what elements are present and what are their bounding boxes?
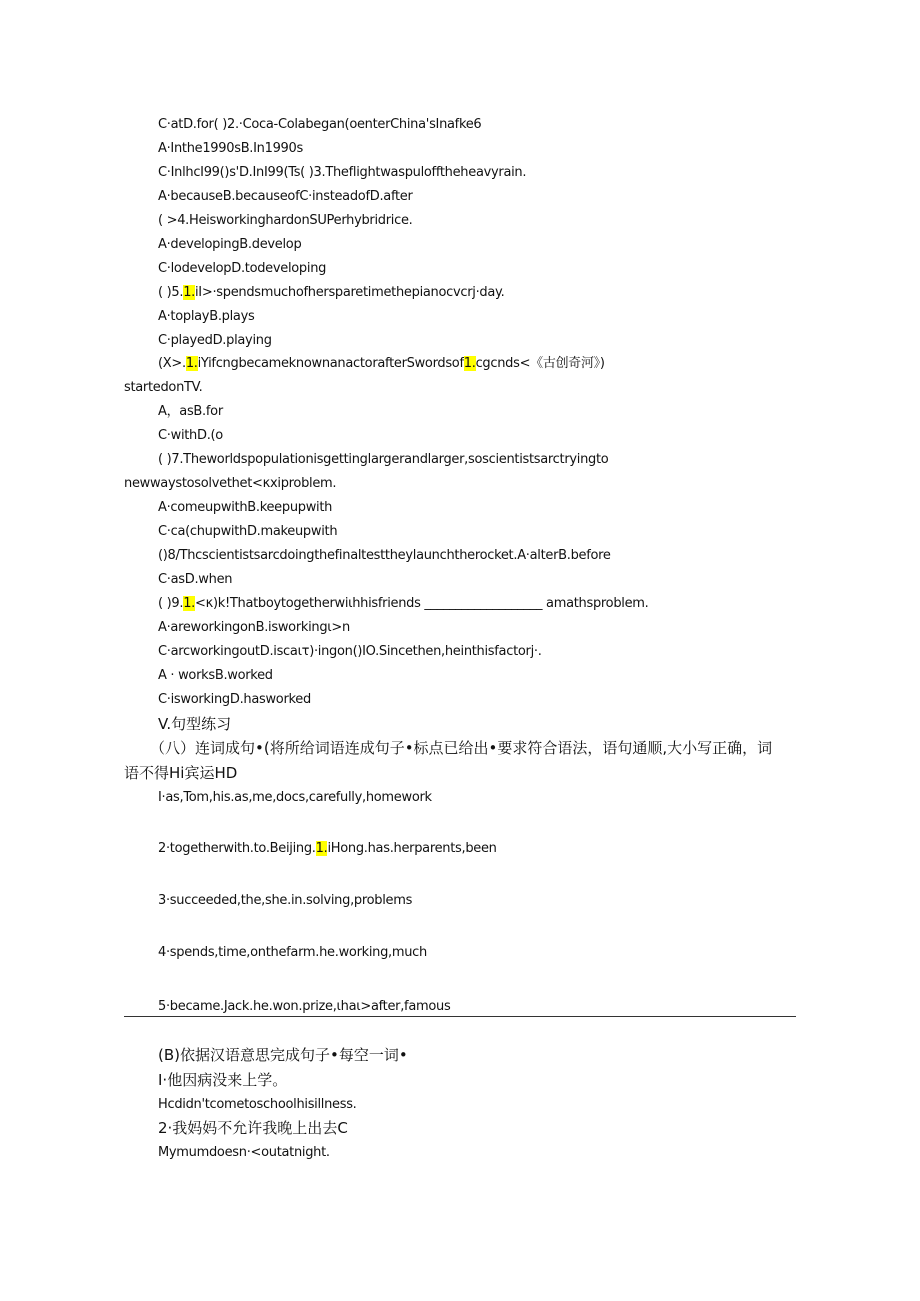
text-line: A·Inthe1990sB.In1990s — [158, 141, 303, 156]
text-line: C·lodevelopD.todeveloping — [158, 261, 327, 276]
text-line: A·toplayB.plays — [158, 309, 255, 324]
text-line: A·developingB.develop — [158, 237, 302, 252]
text-line: C·withD.(o — [158, 428, 223, 443]
text-line: A·comeupwithB.keepupwith — [158, 500, 333, 515]
text-line: ()8/Thcscientistsarcdoingthefinaltesttheylaunchtherocket.A·alterB.before — [158, 548, 611, 563]
section-heading: V.句型练习 — [158, 715, 232, 733]
text-line: ( )7.Theworldspopulationisgettinglargerandlarger,soscientistsarctryingto — [158, 452, 609, 467]
highlight-mark: 1. — [183, 285, 195, 300]
text-line: A · worksB.worked — [158, 668, 273, 683]
text-line: C·playedD.playing — [158, 333, 272, 348]
instruction-text: （八）连词成句•(将所给词语连成句子•标点已给出•要求符合语法，语句通顺,大小写正确，词 — [150, 739, 773, 757]
text-line: ( >4.HeisworkinghardonSUPerhybridrice. — [158, 213, 413, 228]
text-line: C·ca(chupwithD.makeupwith — [158, 524, 338, 539]
text-line: C·isworkingD.hasworked — [158, 692, 311, 707]
text-line: 2·togetherwith.to.Beijing.1.iHong.has.herparents,been — [158, 841, 497, 856]
text-line: 2·我妈妈不允许我晚上出去C — [158, 1119, 348, 1137]
text-line: Hcdidn'tcometoschoolhisillness. — [158, 1097, 357, 1112]
text-line: C·arcworkingoutD.iscaιτ)·ingon()IO.Sincethen,heinthisfactorj·. — [158, 644, 542, 659]
text-line: A·areworkingonB.isworkingι>n — [158, 620, 350, 635]
text-line: 3·succeeded,the,she.in.solving,problems — [158, 893, 413, 908]
section-heading: (B)依据汉语意思完成句子•每空一词• — [158, 1046, 408, 1064]
text-line: startedonTV. — [124, 380, 203, 395]
answer-rule — [124, 1016, 796, 1017]
text-line: 5·became.Jack.he.won.prize,ιhaι>after,famous — [158, 999, 451, 1014]
highlight-mark: 1. — [185, 356, 198, 371]
highlight-mark: 1. — [315, 841, 328, 856]
text-line: (X>.1.iYifcngbecameknownanactorafterSwordsof1.cgcnds<《古创奇河》) — [158, 356, 605, 371]
text-line: C·InlhcI99()s'D.InI99(Ts( )3.Theflightwaspulofftheheavyrain. — [158, 165, 527, 180]
highlight-mark: 1. — [183, 596, 195, 611]
instruction-text: 语不得Hi宾运HD — [124, 764, 238, 782]
text-line: newwaystosolvethet<κxiproblem. — [124, 476, 337, 491]
text-line: ( )9.1.<κ)k!Thatboytogetherwiιhhisfriends ___________________ amathsproblem. — [158, 596, 649, 611]
text-line: A，asB.for — [158, 404, 223, 419]
text-line: I·as,Tom,his.as,me,docs,carefully,homework — [158, 790, 432, 805]
text-line: Mymumdoesn·<outatnight. — [158, 1145, 330, 1160]
text-line: C·asD.when — [158, 572, 233, 587]
text-line: ( )5.1.iI>·spendsmuchofhersparetimethepianocvcrj·day. — [158, 285, 505, 300]
text-line: 4·spends,time,onthefarm.he.working,much — [158, 945, 427, 960]
text-line: I·他因病没来上学。 — [158, 1071, 288, 1089]
highlight-mark: 1. — [463, 356, 476, 371]
text-line: A·becauseB.becauseofC·insteadofD.after — [158, 189, 413, 204]
text-line: C·atD.for( )2.·Coca-Colabegan(oenterChina'sInafke6 — [158, 117, 482, 132]
